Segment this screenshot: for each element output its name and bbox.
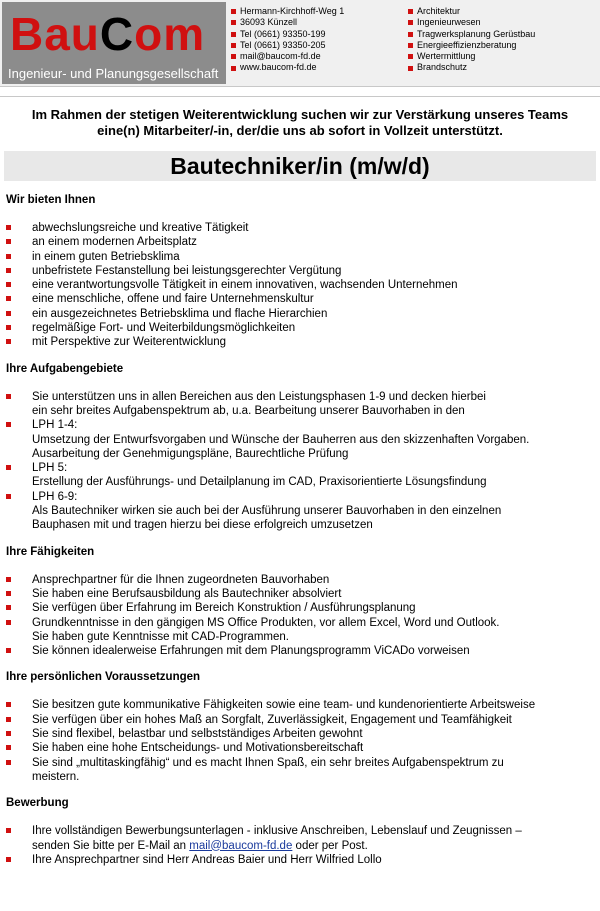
section-heading-skills: Ihre Fähigkeiten bbox=[6, 545, 95, 558]
section-heading-offer: Wir bieten Ihnen bbox=[6, 194, 96, 206]
list-item: an einem modernen Arbeitsplatz bbox=[6, 235, 600, 249]
contact-phone-2: Tel (0661) 93350-205 bbox=[231, 40, 344, 51]
bullet-square-icon bbox=[408, 66, 413, 71]
list-item: Ihre Ansprechpartner sind Herr Andreas Baier und Herr Wilfried Lollo bbox=[6, 853, 600, 867]
bullet-square-icon bbox=[231, 20, 236, 25]
bullet-square-icon bbox=[231, 32, 236, 37]
bullet-square-icon bbox=[231, 43, 236, 48]
contact-website[interactable]: www.baucom-fd.de bbox=[231, 62, 344, 73]
contact-list bbox=[231, 6, 344, 74]
list-item: abwechslungsreiche und kreative Tätigkeit bbox=[6, 221, 600, 235]
list-item: Ihre vollständigen Bewerbungsunterlagen - inklusive Anschreiben, Lebenslauf und Zeugnissen – senden Sie bitte per E-Mail an mail@baucom-fd.de oder per Post. bbox=[6, 824, 600, 853]
contact-phone-1: Tel (0661) 93350-199 bbox=[231, 29, 344, 40]
service-item: Wertermittlung bbox=[408, 51, 535, 62]
intro-text: Im Rahmen der stetigen Weiterentwicklung suchen wir zur Verstärkung unseres Teams eine(n) Mitarbeiter/-in, der/die uns ab sofort in Vollzeit unterstützt. bbox=[31, 107, 569, 138]
letterhead bbox=[0, 0, 600, 87]
bullet-square-icon bbox=[231, 9, 236, 14]
list-item: Sie sind flexibel, belastbar und selbstständiges Arbeiten gewohnt bbox=[6, 727, 600, 741]
bullet-square-icon bbox=[408, 20, 413, 25]
service-item: Architektur bbox=[408, 6, 535, 17]
list-item: mit Perspektive zur Weiterentwicklung bbox=[6, 335, 600, 349]
list-item: Grundkenntnisse in den gängigen MS Office Produkten, vor allem Excel, Word und Outlook. Sie haben gute Kenntnisse mit CAD-Programmen. bbox=[6, 616, 600, 645]
list-item: LPH 5: Erstellung der Ausführungs- und Detailplanung im CAD, Praxisorientierte Lösungsfindung bbox=[6, 461, 600, 490]
list-item: ein ausgezeichnetes Betriebsklima und flache Hierarchien bbox=[6, 307, 600, 321]
service-item: Energieeffizienzberatung bbox=[408, 40, 535, 51]
list-item: Sie besitzen gute kommunikative Fähigkeiten sowie eine team- und kundenorientierte Arbeitsweise bbox=[6, 698, 600, 712]
services-list bbox=[408, 6, 535, 74]
logo-subtitle: Ingenieur- und Planungsgesellschaft bbox=[8, 66, 219, 81]
service-item: Tragwerksplanung Gerüstbau bbox=[408, 29, 535, 40]
job-posting bbox=[0, 96, 600, 911]
job-title: Bautechniker/in (m/w/d) bbox=[4, 151, 596, 181]
logo-wordmark: BauCom bbox=[10, 8, 206, 60]
bullet-square-icon bbox=[231, 54, 236, 59]
list-item: eine verantwortungsvolle Tätigkeit in einem innovativen, wachsenden Unternehmen bbox=[6, 278, 600, 292]
section-heading-tasks: Ihre Aufgabengebiete bbox=[6, 362, 124, 375]
contact-city: 36093 Künzell bbox=[231, 17, 344, 28]
section-heading-requirements: Ihre persönlichen Voraussetzungen bbox=[6, 671, 201, 684]
list-item: regelmäßige Fort- und Weiterbildungsmöglichkeiten bbox=[6, 321, 600, 335]
email-link[interactable]: mail@baucom-fd.de bbox=[189, 839, 293, 852]
bullet-square-icon bbox=[408, 9, 413, 14]
list-item: Sie verfügen über ein hohes Maß an Sorgfalt, Zuverlässigkeit, Engagement und Teamfähigkeit bbox=[6, 713, 600, 727]
list-item: Sie haben eine hohe Entscheidungs- und Motivationsbereitschaft bbox=[6, 741, 600, 755]
tasks-list bbox=[6, 390, 600, 533]
requirements-list bbox=[6, 698, 600, 784]
section-heading-application: Bewerbung bbox=[6, 797, 69, 810]
bullet-square-icon bbox=[408, 43, 413, 48]
contact-email[interactable]: mail@baucom-fd.de bbox=[231, 51, 344, 62]
bullet-square-icon bbox=[408, 54, 413, 59]
application-list bbox=[6, 824, 600, 867]
service-item: Brandschutz bbox=[408, 62, 535, 73]
contact-address: Hermann-Kirchhoff-Weg 1 bbox=[231, 6, 344, 17]
list-item: LPH 6-9: Als Bautechniker wirken sie auch bei der Ausführung unserer Bauvorhaben in den einzelnen Bauphasen mit und tragen hierzu bei diese erfolgreich umzusetzen bbox=[6, 490, 600, 533]
list-item: Sie können idealerweise Erfahrungen mit dem Planungsprogramm ViCADo vorweisen bbox=[6, 644, 600, 658]
list-item: LPH 1-4: Umsetzung der Entwurfsvorgaben und Wünsche der Bauherren aus den skizzenhaften Vorgaben. Ausarbeitung der Genehmigungspläne, Baurechtliche Prüfung bbox=[6, 418, 600, 461]
list-item: in einem guten Betriebsklima bbox=[6, 250, 600, 264]
list-item: Sie verfügen über Erfahrung im Bereich Konstruktion / Ausführungsplanung bbox=[6, 601, 600, 615]
bullet-square-icon bbox=[231, 66, 236, 71]
company-logo bbox=[2, 2, 226, 84]
service-item: Ingenieurwesen bbox=[408, 17, 535, 28]
list-item: Sie sind „multitaskingfähig“ und es macht Ihnen Spaß, ein sehr breites Aufgabenspektrum zu meistern. bbox=[6, 756, 600, 785]
list-item: Sie unterstützen uns in allen Bereichen aus den Leistungsphasen 1-9 und decken hierbei ein sehr breites Aufgabenspektrum ab, u.a. Bearbeitung unserer Bauvorhaben in den bbox=[6, 390, 600, 419]
skills-list bbox=[6, 573, 600, 659]
offer-list bbox=[6, 221, 600, 350]
list-item: eine menschliche, offene und faire Unternehmenskultur bbox=[6, 292, 600, 306]
list-item: Sie haben eine Berufsausbildung als Bautechniker absolviert bbox=[6, 587, 600, 601]
list-item: unbefristete Festanstellung bei leistungsgerechter Vergütung bbox=[6, 264, 600, 278]
bullet-square-icon bbox=[408, 32, 413, 37]
list-item: Ansprechpartner für die Ihnen zugeordneten Bauvorhaben bbox=[6, 573, 600, 587]
